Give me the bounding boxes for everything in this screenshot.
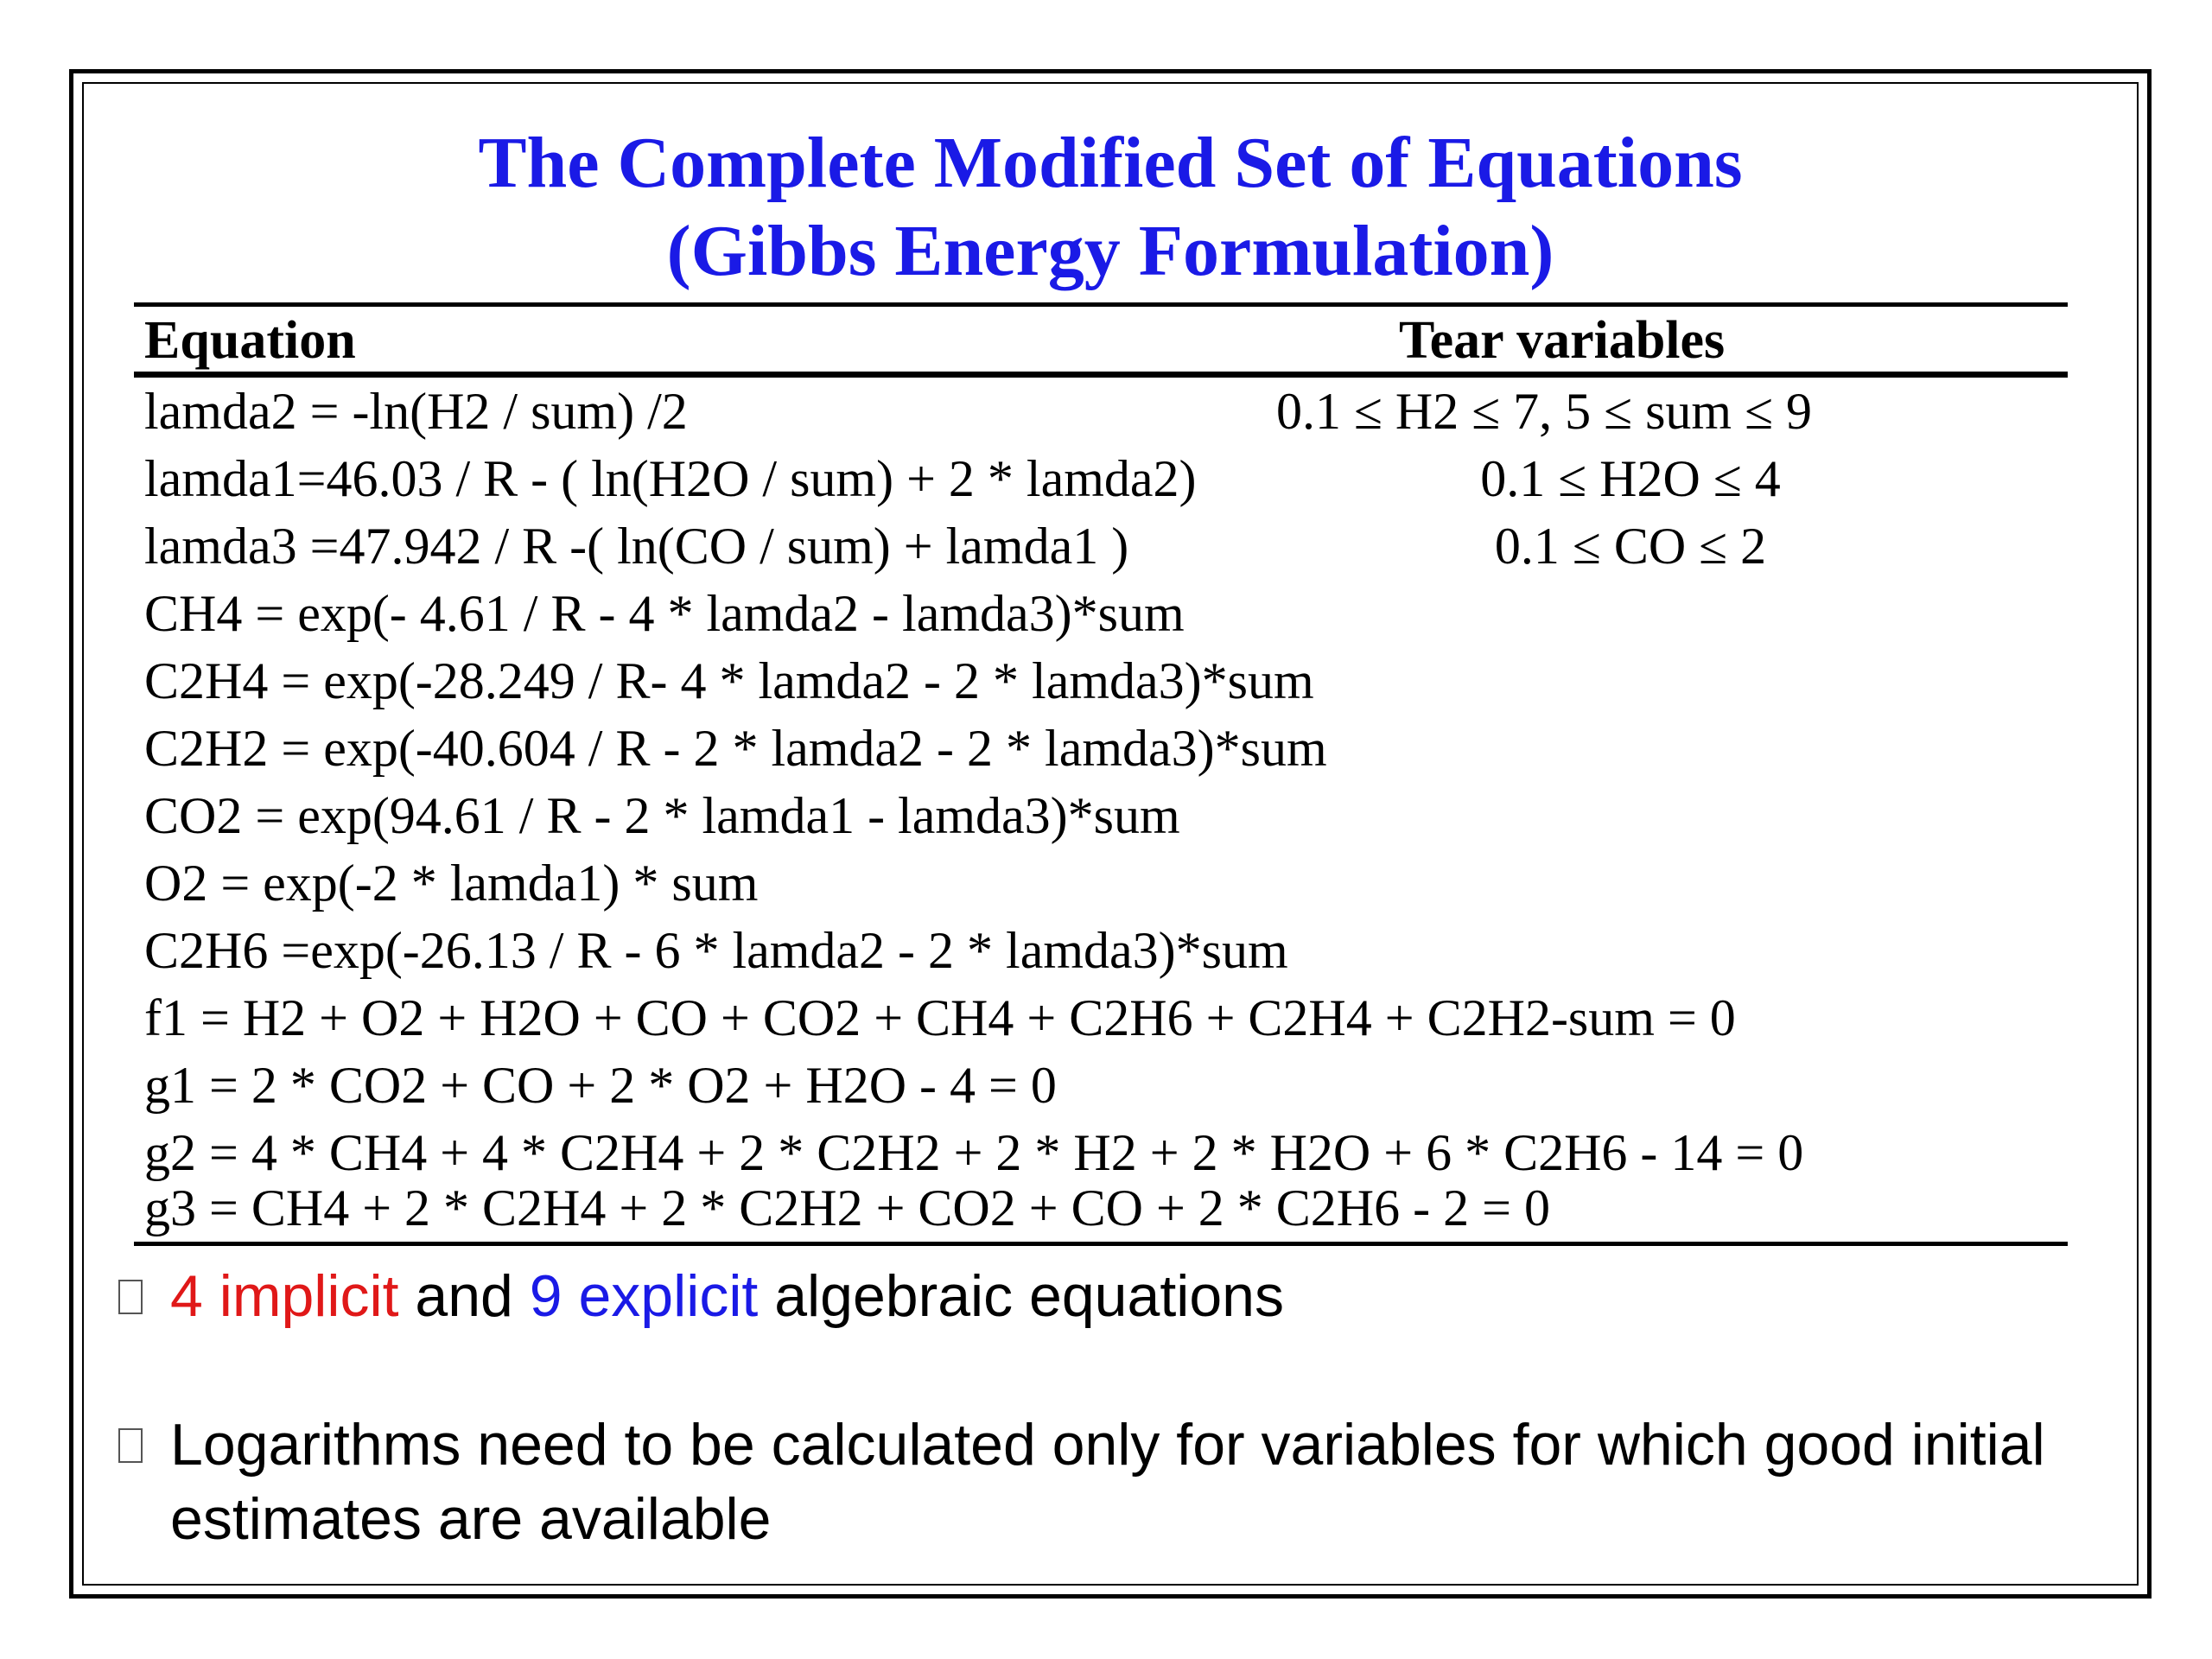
column-header-equation: Equation — [144, 311, 356, 370]
column-header-tear-variables: Tear variables — [1399, 311, 1726, 370]
bullet-square-icon — [118, 1428, 143, 1463]
equation-row: lamda2 = -ln(H2 / sum) /2 — [144, 383, 688, 440]
bullet-logarithms-text: Logarithms need to be calculated only for variables for which good initial estimates are available — [170, 1412, 2045, 1552]
equation-row: g2 = 4 * CH4 + 4 * C2H4 + 2 * C2H2 + 2 * H2 + 2 * H2O + 6 * C2H6 - 14 = 0 — [144, 1124, 1804, 1181]
bullet-rest: algebraic equations — [758, 1263, 1284, 1329]
slide-title-line-2: (Gibbs Energy Formulation) — [666, 211, 1554, 291]
equation-row: CH4 = exp(- 4.61 / R - 4 * lamda2 - lamda3)*sum — [144, 585, 1185, 642]
table-bottom-rule — [134, 1242, 2068, 1246]
tear-variable-range: 0.1 ≤ H2O ≤ 4 — [1480, 450, 1781, 507]
implicit-count: 4 implicit — [170, 1263, 399, 1329]
slide-frame — [69, 69, 2152, 1599]
slide-title-line-1: The Complete Modified Set of Equations — [478, 123, 1743, 203]
slide-inner-border — [82, 82, 2139, 1586]
equation-row: O2 = exp(-2 * lamda1) * sum — [144, 855, 759, 912]
tear-variable-range: 0.1 ≤ CO ≤ 2 — [1494, 518, 1767, 575]
table-top-rule — [134, 302, 2068, 307]
explicit-count: 9 explicit — [529, 1263, 759, 1329]
equation-row: C2H6 =exp(-26.13 / R - 6 * lamda2 - 2 * lamda3)*sum — [144, 922, 1288, 979]
equation-row: lamda1=46.03 / R - ( ln(H2O / sum) + 2 * lamda2) — [144, 450, 1197, 507]
equation-row: g1 = 2 * CO2 + CO + 2 * O2 + H2O - 4 = 0 — [144, 1057, 1057, 1114]
bullet-implicit-explicit — [118, 1259, 2085, 1345]
equation-row: g3 = CH4 + 2 * C2H4 + 2 * C2H2 + CO2 + CO + 2 * C2H6 - 2 = 0 — [144, 1179, 1550, 1236]
bullet-square-icon — [118, 1280, 143, 1314]
equation-row: f1 = H2 + O2 + H2O + CO + CO2 + CH4 + C2H6 + C2H4 + C2H2-sum = 0 — [144, 989, 1736, 1046]
equation-row: C2H2 = exp(-40.604 / R - 2 * lamda2 - 2 * lamda3)*sum — [144, 720, 1327, 777]
tear-variable-range: 0.1 ≤ H2 ≤ 7, 5 ≤ sum ≤ 9 — [1275, 383, 1813, 440]
equation-row: CO2 = exp(94.61 / R - 2 * lamda1 - lamda3)*sum — [144, 787, 1180, 844]
equation-row: C2H4 = exp(-28.249 / R- 4 * lamda2 - 2 * lamda3)*sum — [144, 652, 1314, 709]
equation-row: lamda3 =47.942 / R -( ln(CO / sum) + lamda1 ) — [144, 518, 1129, 575]
bullet-logarithms — [118, 1408, 2085, 1563]
table-header-rule — [134, 372, 2068, 378]
bullet-joiner: and — [398, 1263, 530, 1329]
